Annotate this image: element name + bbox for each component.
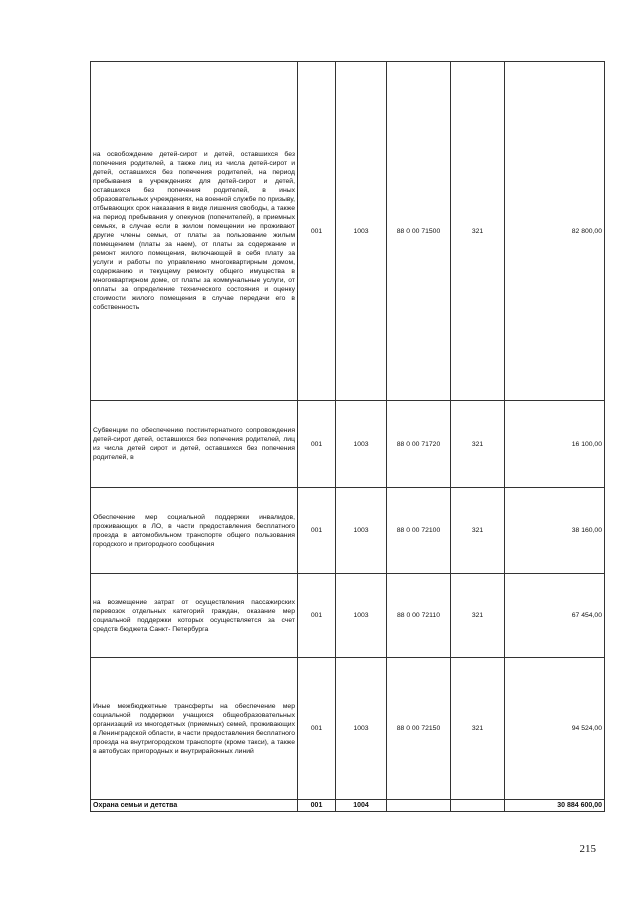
target-article: 88 0 00 71720: [387, 401, 451, 488]
expense-type: 321: [451, 62, 505, 401]
total-ministry-code: 001: [298, 800, 336, 812]
section-code: 1003: [336, 658, 387, 800]
row-description: Обеспечение мер социальной поддержки инвалидов, проживающих в ЛО, в части предоставления бесплатного проезда в автомобильном транспорте общего пользования городского и пригородного сообщения: [91, 488, 298, 574]
section-code: 1003: [336, 488, 387, 574]
row-description: Иные межбюджетные трансферты на обеспечение мер социальной поддержки учащихся общеобразовательных организаций из многодетных (приемных) семей, проживающих в Ленинградской области, в части предоставления бесплатного проезда на внутригородском транспорте (кроме такси), а также в автобусах пригородных и внутрирайонных линий: [91, 658, 298, 800]
total-description: Охрана семьи и детства: [91, 800, 298, 812]
ministry-code: 001: [298, 574, 336, 658]
budget-table: [90, 61, 605, 812]
section-code: 1003: [336, 401, 387, 488]
target-article: 88 0 00 72150: [387, 658, 451, 800]
expense-type: 321: [451, 574, 505, 658]
ministry-code: 001: [298, 401, 336, 488]
table-row: [91, 488, 605, 574]
amount: 38 160,00: [505, 488, 605, 574]
row-description: на освобождение детей-сирот и детей, оставшихся без попечения родителей, а также лиц из числа детей-сирот и детей, оставшихся без попечения родителей, на период пребывания в учреждениях для детей-сирот и детей, оставшихся без попечения родителей, в иных образовательных учреждениях, на военной службе по призыву, отбывающих срок наказания в виде лишения свободы, а также на период пребывания у опекунов (попечителей), в приемных семьях, в случае если в жилом помещении не проживают другие члены семьи, от платы за пользование жилым помещением (платы за наем), от платы за содержание и ремонт жилого помещения, включающей в себя плату за услуги и работы по управлению многоквартирным домом, содержанию и текущему ремонту общего имущества в многоквартирном доме, от платы за коммунальные услуги, от оплаты за определение технического состояния и оценку стоимости жилого помещения в случае передачи его в собственность: [91, 62, 298, 401]
section-code: 1003: [336, 574, 387, 658]
total-expense-type: [451, 800, 505, 812]
ministry-code: 001: [298, 488, 336, 574]
section-code: 1003: [336, 62, 387, 401]
expense-type: 321: [451, 401, 505, 488]
table-row: [91, 658, 605, 800]
total-target-article: [387, 800, 451, 812]
amount: 16 100,00: [505, 401, 605, 488]
table-row: [91, 574, 605, 658]
total-amount: 30 884 600,00: [505, 800, 605, 812]
amount: 82 800,00: [505, 62, 605, 401]
page-number: 215: [579, 843, 596, 855]
target-article: 88 0 00 72110: [387, 574, 451, 658]
amount: 94 524,00: [505, 658, 605, 800]
total-row: [91, 800, 605, 812]
total-section-code: 1004: [336, 800, 387, 812]
table-row: [91, 401, 605, 488]
ministry-code: 001: [298, 62, 336, 401]
target-article: 88 0 00 71500: [387, 62, 451, 401]
amount: 67 454,00: [505, 574, 605, 658]
expense-type: 321: [451, 488, 505, 574]
expense-type: 321: [451, 658, 505, 800]
table-row: [91, 62, 605, 401]
row-description: Субвенции по обеспечению постинтернатного сопровождения детей-сирот детей, оставшихся без попечения родителей, лиц из числа детей сирот и детей, оставшихся без попечения родителей, в: [91, 401, 298, 488]
row-description: на возмещение затрат от осуществления пассажирских перевозок отдельных категорий граждан, оказание мер социальной поддержки которых осуществляется за счет средств бюджета Санкт- Петербурга: [91, 574, 298, 658]
target-article: 88 0 00 72100: [387, 488, 451, 574]
ministry-code: 001: [298, 658, 336, 800]
